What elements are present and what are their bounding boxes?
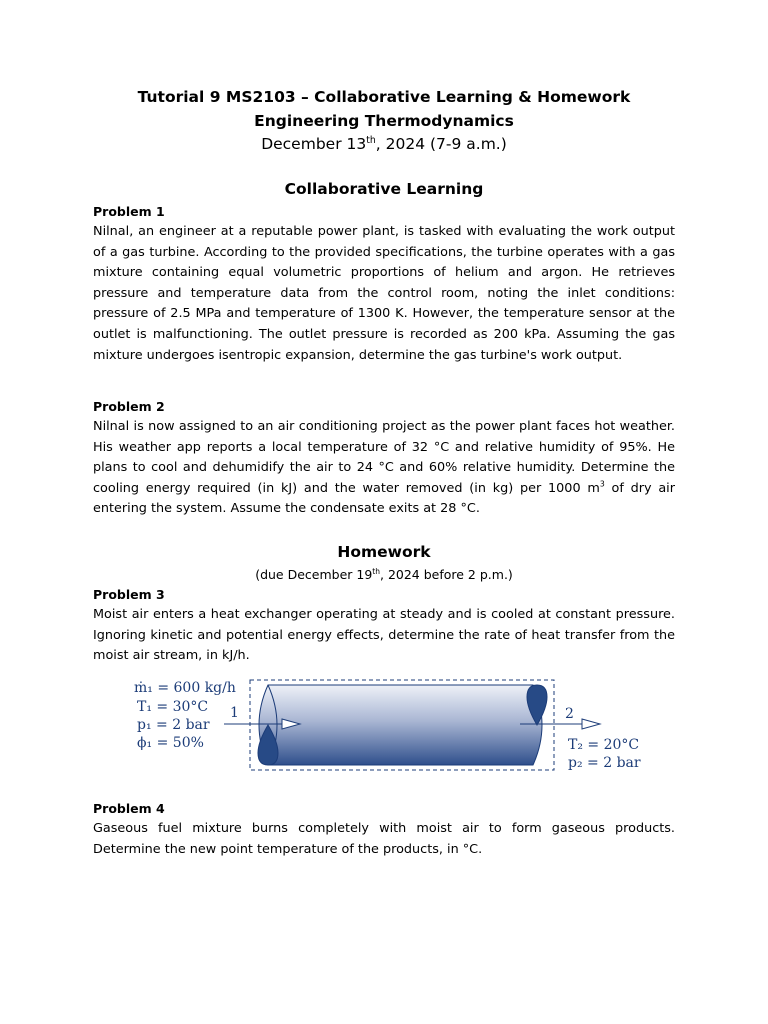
- date-ordinal: th: [366, 134, 376, 146]
- due-text: (due December 19: [255, 567, 373, 582]
- heat-exchanger-figure: [120, 674, 650, 776]
- problem-1-text: Nilnal, an engineer at a reputable power plant, is tasked with evaluating the work output of a gas turbine. According to the provided specifications, the turbine operates with a gas mixture containing equal volumetric proportions of helium and argon. He retrieves pressure and temperature data from the control room, noting the inlet conditions: pressure of 2.5 MPa and temperature of 1300 K. However, the temperature sensor at the outlet is malfunctioning. The outlet pressure is recorded as 200 kPa. Assuming the gas mixture undergoes isentropic expansion, determine the gas turbine's work output.: [93, 224, 675, 363]
- inlet-pressure: p₁ = 2 bar: [137, 717, 210, 733]
- problem-2-text-end: of dry air entering the system. Assume the condensate exits at 28 °C.: [93, 480, 675, 517]
- problem-4-text: Gaseous fuel mixture burns completely with moist air to form gaseous products. Determine the new point temperature of the products, in °C.: [93, 821, 675, 857]
- outlet-pressure: p₂ = 2 bar: [568, 755, 641, 771]
- inlet-mass-flow: ṁ₁ = 600 kg/h: [134, 680, 236, 696]
- state-2-label: 2: [565, 706, 574, 722]
- date-time: , 2024 (7-9 a.m.): [375, 135, 507, 153]
- outlet-temperature: T₂ = 20°C: [568, 737, 640, 753]
- outlet-arrow-icon: [582, 719, 600, 729]
- problem-4-label: Problem 4: [93, 801, 165, 816]
- inlet-relative-humidity: ϕ₁ = 50%: [137, 735, 204, 751]
- homework-heading: Homework: [337, 543, 431, 561]
- due-time: , 2024 before 2 p.m.): [380, 567, 513, 582]
- pipe-body: [259, 685, 542, 765]
- cubic-superscript: 3: [599, 479, 605, 489]
- problem-1-label: Problem 1: [93, 204, 165, 219]
- inlet-temperature: T₁ = 30°C: [137, 699, 209, 715]
- problem-3-text: Moist air enters a heat exchanger operating at steady and is cooled at constant pressure. Ignoring kinetic and potential energy effects, determine the rate of heat transfer from the moist air stream, in kJ/h.: [93, 607, 675, 664]
- state-1-label: 1: [230, 705, 239, 721]
- document-title: Tutorial 9 MS2103 – Collaborative Learning & Homework: [137, 88, 631, 106]
- problem-2-label: Problem 2: [93, 399, 165, 414]
- problem-2-text-main: Nilnal is now assigned to an air conditioning project as the power plant faces hot weather. His weather app reports a local temperature of 32 °C and relative humidity of 95%. He plans to cool and dehumidify the air to 24 °C and 60% relative humidity. Determine the cooling energy required (in kJ) and the water removed (in kg) per 1000 m: [93, 419, 675, 496]
- collaborative-learning-heading: Collaborative Learning: [284, 180, 484, 198]
- date-text: December 13: [261, 135, 367, 153]
- course-title: Engineering Thermodynamics: [254, 112, 514, 130]
- homework-due-date: [0, 567, 768, 582]
- session-date: [0, 135, 768, 153]
- problem-2-text: [93, 417, 675, 520]
- problem-3-label: Problem 3: [93, 587, 165, 602]
- due-ordinal: th: [372, 566, 380, 576]
